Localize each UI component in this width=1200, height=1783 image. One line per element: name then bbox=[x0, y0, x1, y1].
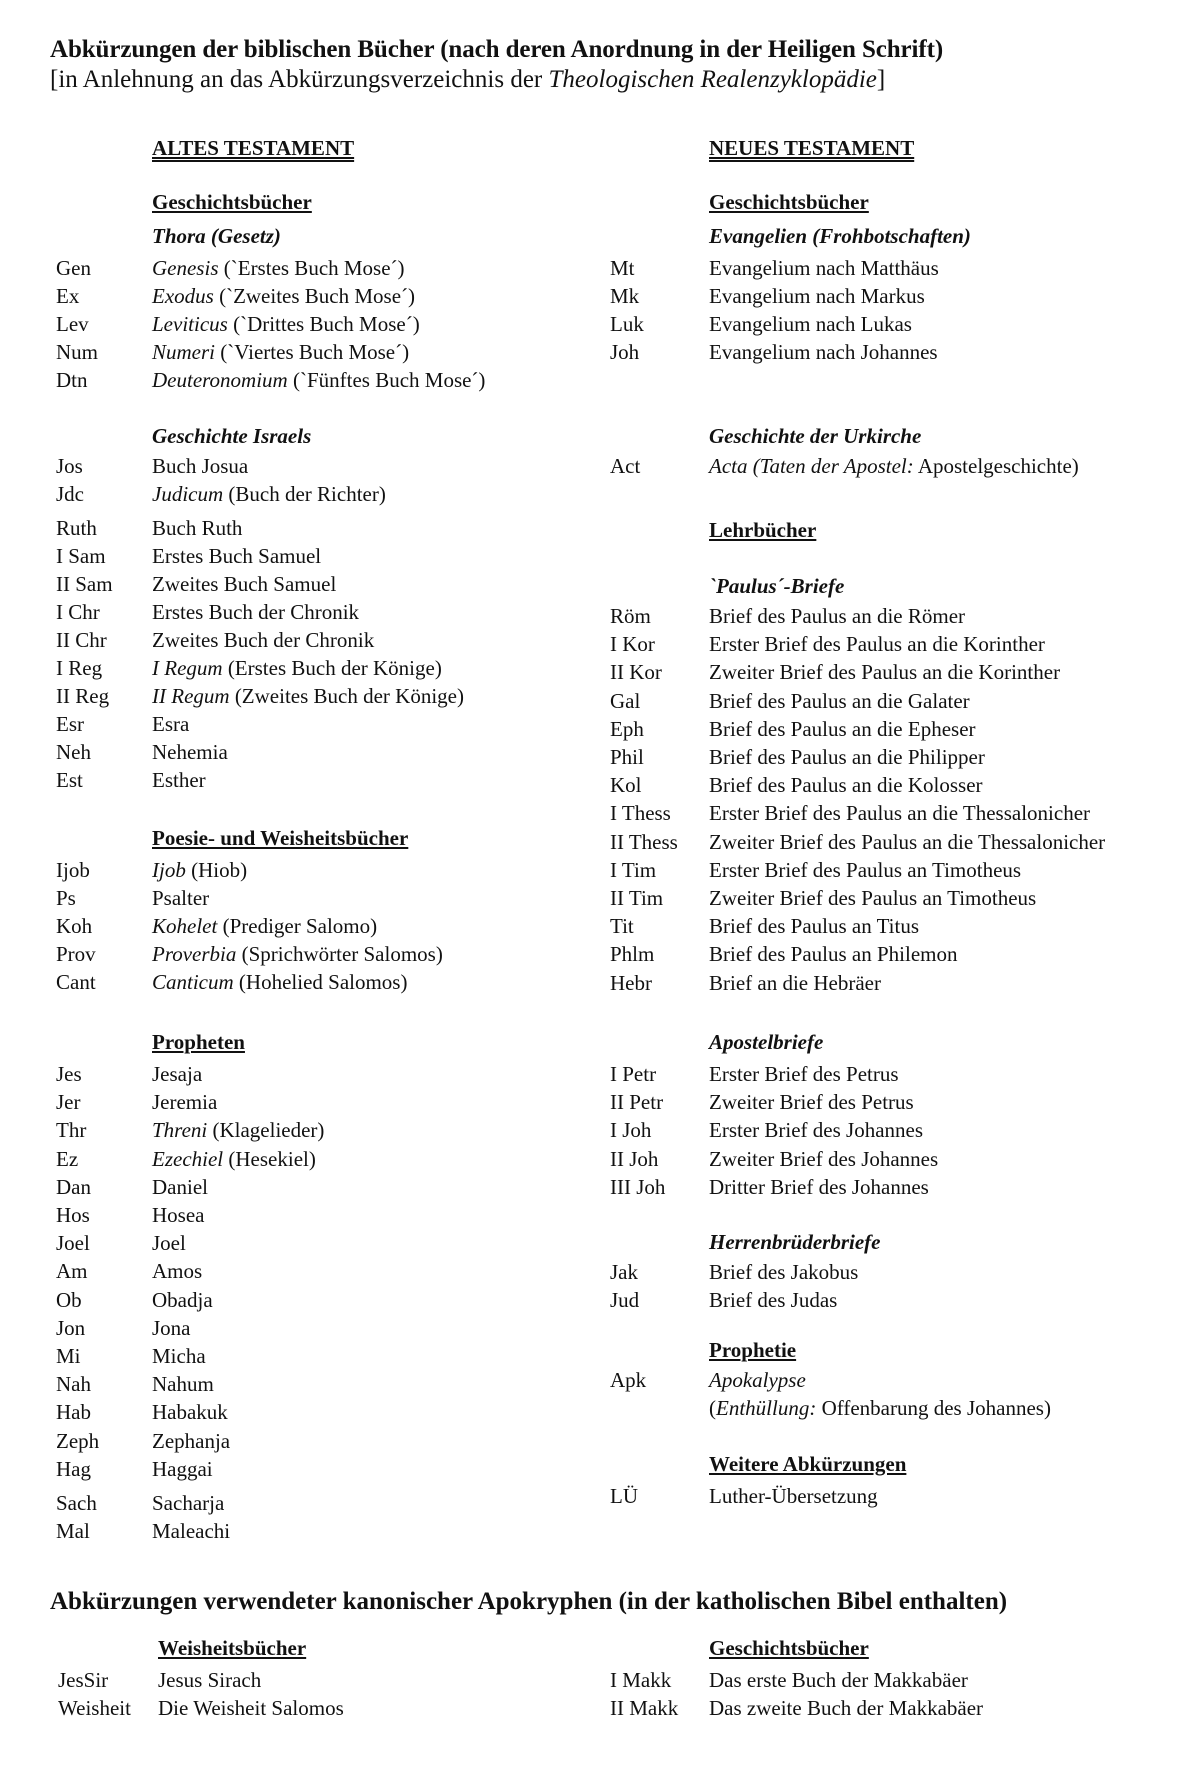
book-name-german: Esra bbox=[152, 712, 190, 736]
subsection-heading: `Paulus´-Briefe bbox=[709, 574, 845, 598]
book-name bbox=[152, 1201, 204, 1229]
book-name-german: Brief des Paulus an die Galater bbox=[709, 689, 970, 713]
book-name bbox=[152, 1489, 224, 1517]
book-name-german: Daniel bbox=[152, 1175, 208, 1199]
abbreviation: Est bbox=[56, 768, 83, 792]
book-name-german: ( bbox=[709, 1396, 716, 1420]
section-heading: Propheten bbox=[152, 1030, 245, 1054]
section-heading: Weitere Abkürzungen bbox=[709, 1452, 907, 1476]
abbreviation: I Tim bbox=[610, 858, 657, 882]
book-name-german: Brief des Paulus an die Philipper bbox=[709, 745, 985, 769]
book-name bbox=[152, 1088, 217, 1116]
book-name bbox=[709, 658, 1060, 686]
book-name bbox=[152, 1257, 202, 1285]
book-name-latin: Apokalypse bbox=[709, 1368, 806, 1392]
book-name bbox=[709, 687, 970, 715]
book-name bbox=[152, 1173, 208, 1201]
abbreviation: Hebr bbox=[610, 971, 652, 995]
section-heading: Prophetie bbox=[709, 1338, 797, 1362]
book-name-german: (`Zweites Buch Mose´) bbox=[213, 284, 416, 308]
book-name-german: Zweites Buch der Chronik bbox=[152, 628, 375, 652]
book-name bbox=[152, 654, 442, 682]
section-heading: Weisheitsbücher bbox=[158, 1636, 307, 1660]
book-name-german: Esther bbox=[152, 768, 206, 792]
book-name bbox=[709, 630, 1045, 658]
book-name bbox=[709, 856, 1021, 884]
book-name bbox=[152, 1229, 186, 1257]
book-name-german: Evangelium nach Lukas bbox=[709, 312, 912, 336]
abbreviation: Lev bbox=[56, 312, 89, 336]
book-name-german: Maleachi bbox=[152, 1519, 231, 1543]
book-name bbox=[709, 771, 983, 799]
book-name bbox=[152, 366, 485, 394]
book-name bbox=[709, 1394, 1051, 1422]
abbreviation: Act bbox=[610, 454, 641, 478]
book-name-latin: Leviticus bbox=[152, 312, 228, 336]
book-name-latin: Acta (Taten der Apostel: bbox=[709, 454, 914, 478]
book-name bbox=[709, 743, 985, 771]
book-name bbox=[158, 1694, 344, 1722]
book-name bbox=[152, 598, 359, 626]
book-name-latin: II Regum bbox=[152, 684, 230, 708]
book-name bbox=[152, 570, 336, 598]
abbreviation: Hag bbox=[56, 1457, 91, 1481]
book-name bbox=[709, 969, 881, 997]
abbreviation: Eph bbox=[610, 717, 644, 741]
abbreviation: Dan bbox=[56, 1175, 91, 1199]
abbreviation: I Sam bbox=[56, 544, 106, 568]
section-heading: Geschichtsbücher bbox=[709, 190, 869, 214]
book-name bbox=[152, 1116, 324, 1144]
abbreviation: II Makk bbox=[610, 1696, 679, 1720]
book-name-german: Joel bbox=[152, 1231, 186, 1255]
abbreviation: III Joh bbox=[610, 1175, 666, 1199]
abbreviation: I Thess bbox=[610, 801, 671, 825]
book-name-german: Erstes Buch der Chronik bbox=[152, 600, 360, 624]
book-name-german: Erster Brief des Paulus an Timotheus bbox=[709, 858, 1022, 882]
book-name bbox=[709, 828, 1105, 856]
abbreviation: Ez bbox=[56, 1147, 79, 1171]
book-name-latin: Proverbia bbox=[152, 942, 237, 966]
section-heading: Lehrbücher bbox=[709, 518, 817, 542]
abbreviation: Esr bbox=[56, 712, 84, 736]
book-name bbox=[709, 1088, 914, 1116]
book-name-german: Zweiter Brief des Paulus an die Korinther bbox=[709, 660, 1061, 684]
abbreviation: Koh bbox=[56, 914, 93, 938]
abbreviation: Tit bbox=[610, 914, 634, 938]
book-name-german: Erster Brief des Petrus bbox=[709, 1062, 899, 1086]
abbreviation: II Sam bbox=[56, 572, 113, 596]
book-name bbox=[152, 1370, 214, 1398]
book-name bbox=[152, 254, 405, 282]
book-name bbox=[152, 626, 374, 654]
book-name-german: Luther-Übersetzung bbox=[709, 1484, 878, 1508]
book-name-latin: Threni bbox=[152, 1118, 208, 1142]
abbreviation: I Makk bbox=[610, 1668, 672, 1692]
abbreviation: II Kor bbox=[610, 660, 662, 684]
apocrypha-title: Abkürzungen verwendeter kanonischer Apokryphen (in der katholischen Bibel enthalten) bbox=[50, 1588, 1008, 1615]
book-name bbox=[709, 1666, 968, 1694]
book-name-german: Brief des Jakobus bbox=[709, 1260, 859, 1284]
book-name-german: Zweiter Brief des Paulus an die Thessalonicher bbox=[709, 830, 1106, 854]
book-name-german: Obadja bbox=[152, 1288, 213, 1312]
abbreviation: Jon bbox=[56, 1316, 86, 1340]
book-name-latin: Genesis bbox=[152, 256, 219, 280]
abbreviation: Jdc bbox=[56, 482, 84, 506]
abbreviation: Joel bbox=[56, 1231, 90, 1255]
section-heading: Geschichtsbücher bbox=[709, 1636, 869, 1660]
subsection-heading: Evangelien (Frohbotschaften) bbox=[709, 224, 971, 248]
book-name bbox=[152, 912, 377, 940]
abbreviation: Weisheit bbox=[58, 1696, 131, 1720]
abbreviation: Zeph bbox=[56, 1429, 100, 1453]
book-name-latin: Canticum bbox=[152, 970, 234, 994]
book-name-latin: Deuteronomium bbox=[152, 368, 288, 392]
book-name-german: Jesus Sirach bbox=[158, 1668, 262, 1692]
subsection-heading: Geschichte der Urkirche bbox=[709, 424, 922, 448]
book-name bbox=[709, 1173, 929, 1201]
testament-heading-old: ALTES TESTAMENT bbox=[152, 136, 355, 160]
book-name-german: Jeremia bbox=[152, 1090, 218, 1114]
book-name-german: Erster Brief des Paulus an die Korinther bbox=[709, 632, 1045, 656]
book-name bbox=[152, 338, 409, 366]
abbreviation: Jer bbox=[56, 1090, 81, 1114]
book-name-german: Brief des Paulus an die Epheser bbox=[709, 717, 976, 741]
abbreviation: Thr bbox=[56, 1118, 87, 1142]
book-name-german: Psalter bbox=[152, 886, 210, 910]
abbreviation: I Chr bbox=[56, 600, 100, 624]
book-name-german: Erstes Buch Samuel bbox=[152, 544, 322, 568]
book-name bbox=[709, 1060, 899, 1088]
book-name bbox=[152, 968, 407, 996]
book-name-latin: Ijob bbox=[152, 858, 186, 882]
book-name-german: Buch Ruth bbox=[152, 516, 243, 540]
book-name-german: Jona bbox=[152, 1316, 191, 1340]
book-name-german: Brief des Paulus an Philemon bbox=[709, 942, 958, 966]
book-name-german: Das zweite Buch der Makkabäer bbox=[709, 1696, 984, 1720]
abbreviation: Röm bbox=[610, 604, 651, 628]
book-name-german: Evangelium nach Markus bbox=[709, 284, 925, 308]
book-name bbox=[709, 602, 965, 630]
abbreviation: Am bbox=[56, 1259, 88, 1283]
book-name-german: Zweiter Brief des Petrus bbox=[709, 1090, 914, 1114]
book-name bbox=[152, 856, 247, 884]
abbreviation: Cant bbox=[56, 970, 96, 994]
abbreviation: Num bbox=[56, 340, 98, 364]
abbreviation: Joh bbox=[610, 340, 640, 364]
abbreviation: Ob bbox=[56, 1288, 82, 1312]
abbreviation: Sach bbox=[56, 1491, 97, 1515]
book-name-german: Evangelium nach Matthäus bbox=[709, 256, 939, 280]
book-name bbox=[709, 940, 957, 968]
book-name bbox=[152, 884, 209, 912]
book-name bbox=[709, 1258, 858, 1286]
book-name-german: Erster Brief des Johannes bbox=[709, 1118, 924, 1142]
book-name bbox=[152, 1286, 213, 1314]
book-name bbox=[152, 480, 386, 508]
book-name bbox=[709, 1694, 983, 1722]
book-name bbox=[709, 254, 939, 282]
abbreviation: Dtn bbox=[56, 368, 88, 392]
abbreviation: II Petr bbox=[610, 1090, 664, 1114]
abbreviation: Gen bbox=[56, 256, 91, 280]
book-name-german: Hosea bbox=[152, 1203, 205, 1227]
book-name-german: (Sprichwörter Salomos) bbox=[236, 942, 443, 966]
book-name-german: Das erste Buch der Makkabäer bbox=[709, 1668, 968, 1692]
abbreviation: II Tim bbox=[610, 886, 664, 910]
book-name-german: (`Drittes Buch Mose´) bbox=[227, 312, 420, 336]
book-name-german: Zweites Buch Samuel bbox=[152, 572, 337, 596]
book-name-german: Zephanja bbox=[152, 1429, 231, 1453]
abbreviation: I Reg bbox=[56, 656, 103, 680]
book-name-german: Sacharja bbox=[152, 1491, 225, 1515]
book-name bbox=[709, 452, 1079, 480]
book-name-german: Brief des Paulus an Titus bbox=[709, 914, 920, 938]
abbreviation: LÜ bbox=[610, 1484, 638, 1508]
book-name bbox=[152, 710, 189, 738]
abbreviation: Jak bbox=[610, 1260, 638, 1284]
book-name-german: Zweiter Brief des Johannes bbox=[709, 1147, 939, 1171]
book-name bbox=[152, 738, 228, 766]
book-name-german: Die Weisheit Salomos bbox=[158, 1696, 344, 1720]
book-name-german: (`Fünftes Buch Mose´) bbox=[287, 368, 486, 392]
book-name-german: (Erstes Buch der Könige) bbox=[222, 656, 442, 680]
book-name bbox=[152, 452, 248, 480]
book-name-latin: I Regum bbox=[152, 656, 223, 680]
subtitle-prefix: [in Anlehnung an das Abkürzungsverzeichnis der bbox=[50, 66, 549, 93]
abbreviation: JesSir bbox=[58, 1668, 109, 1692]
book-name-german: Amos bbox=[152, 1259, 203, 1283]
abbreviation: Hab bbox=[56, 1400, 91, 1424]
abbreviation: Ijob bbox=[56, 858, 90, 882]
document-subtitle bbox=[50, 66, 885, 94]
subsection-heading: Apostelbriefe bbox=[709, 1030, 824, 1054]
subsection-heading: Herrenbrüderbriefe bbox=[709, 1230, 881, 1254]
book-name bbox=[152, 1314, 191, 1342]
book-name-german: Micha bbox=[152, 1344, 206, 1368]
abbreviation: Jud bbox=[610, 1288, 640, 1312]
abbreviation: Ps bbox=[56, 886, 76, 910]
book-name bbox=[152, 1455, 213, 1483]
book-name-german: (Klagelieder) bbox=[207, 1118, 325, 1142]
book-name-german: Nehemia bbox=[152, 740, 228, 764]
book-name-latin: Kohelet bbox=[152, 914, 218, 938]
book-name bbox=[152, 940, 443, 968]
book-name-german: Apostelgeschichte) bbox=[913, 454, 1079, 478]
abbreviation: Mi bbox=[56, 1344, 81, 1368]
abbreviation: II Chr bbox=[56, 628, 107, 652]
book-name-german: Dritter Brief des Johannes bbox=[709, 1175, 929, 1199]
abbreviation: I Joh bbox=[610, 1118, 652, 1142]
book-name bbox=[152, 514, 242, 542]
book-name-german: Brief des Paulus an die Römer bbox=[709, 604, 966, 628]
book-name bbox=[152, 682, 464, 710]
book-name bbox=[152, 1145, 316, 1173]
book-name-german: Brief an die Hebräer bbox=[709, 971, 881, 995]
book-name-german: (Zweites Buch der Könige) bbox=[229, 684, 464, 708]
book-name-german: Habakuk bbox=[152, 1400, 228, 1424]
subtitle-italic: Theologischen Realenzyklopädie bbox=[548, 66, 877, 93]
document-title: Abkürzungen der biblischen Bücher (nach deren Anordnung in der Heiligen Schrift) bbox=[50, 36, 944, 63]
book-name bbox=[152, 1427, 230, 1455]
abbreviation: Apk bbox=[610, 1368, 647, 1392]
book-name-german: (`Viertes Buch Mose´) bbox=[215, 340, 410, 364]
book-name bbox=[709, 799, 1090, 827]
abbreviation: Mal bbox=[56, 1519, 90, 1543]
abbreviation: Gal bbox=[610, 689, 641, 713]
book-name bbox=[709, 884, 1036, 912]
abbreviation: Hos bbox=[56, 1203, 90, 1227]
book-name-german: Erster Brief des Paulus an die Thessalonicher bbox=[709, 801, 1091, 825]
book-name-latin: Numeri bbox=[152, 340, 215, 364]
abbreviation: Prov bbox=[56, 942, 96, 966]
abbreviation: II Thess bbox=[610, 830, 678, 854]
book-name bbox=[152, 310, 420, 338]
book-name-latin: Exodus bbox=[152, 284, 214, 308]
book-name bbox=[152, 1342, 206, 1370]
book-name bbox=[709, 912, 919, 940]
book-name bbox=[152, 282, 415, 310]
abbreviation: Luk bbox=[610, 312, 644, 336]
abbreviation: Jos bbox=[56, 454, 83, 478]
abbreviation: Mk bbox=[610, 284, 640, 308]
book-name-german: (Hohelied Salomos) bbox=[233, 970, 408, 994]
book-name-german: Zweiter Brief des Paulus an Timotheus bbox=[709, 886, 1037, 910]
book-name bbox=[709, 1366, 806, 1394]
testament-heading-new: NEUES TESTAMENT bbox=[709, 136, 915, 160]
subsection-heading: Thora (Gesetz) bbox=[152, 224, 281, 248]
book-name-german: Brief des Paulus an die Kolosser bbox=[709, 773, 983, 797]
abbreviation: Mt bbox=[610, 256, 635, 280]
subtitle-suffix: ] bbox=[876, 66, 886, 93]
book-name-german: (Buch der Richter) bbox=[223, 482, 386, 506]
book-name bbox=[709, 715, 976, 743]
abbreviation: Jes bbox=[56, 1062, 82, 1086]
book-name-german: Buch Josua bbox=[152, 454, 249, 478]
book-name bbox=[158, 1666, 261, 1694]
abbreviation: II Reg bbox=[56, 684, 110, 708]
book-name bbox=[709, 1286, 837, 1314]
book-name bbox=[709, 338, 938, 366]
book-name-german: Evangelium nach Johannes bbox=[709, 340, 938, 364]
abbreviation: Phil bbox=[610, 745, 644, 769]
book-name-latin: Judicum bbox=[152, 482, 224, 506]
book-name-german: Jesaja bbox=[152, 1062, 203, 1086]
book-name bbox=[709, 1145, 938, 1173]
book-name bbox=[152, 542, 321, 570]
section-heading: Poesie- und Weisheitsbücher bbox=[152, 826, 409, 850]
book-name-german: Nahum bbox=[152, 1372, 214, 1396]
abbreviation: Kol bbox=[610, 773, 642, 797]
book-name-german: (Hiob) bbox=[185, 858, 248, 882]
book-name-latin: Ezechiel bbox=[152, 1147, 224, 1171]
abbreviation: I Kor bbox=[610, 632, 655, 656]
abbreviation: I Petr bbox=[610, 1062, 657, 1086]
book-name bbox=[152, 1517, 230, 1545]
abbreviation: Neh bbox=[56, 740, 91, 764]
book-name-german: Haggai bbox=[152, 1457, 213, 1481]
book-name-german: Offenbarung des Johannes) bbox=[816, 1396, 1051, 1420]
book-name bbox=[152, 1398, 228, 1426]
book-name-german: (Hesekiel) bbox=[223, 1147, 316, 1171]
abbreviation: Phlm bbox=[610, 942, 655, 966]
abbreviation: Nah bbox=[56, 1372, 91, 1396]
book-name bbox=[152, 1060, 202, 1088]
subsection-heading: Geschichte Israels bbox=[152, 424, 312, 448]
book-name-latin: Enthüllung: bbox=[716, 1396, 817, 1420]
book-name bbox=[709, 1116, 923, 1144]
book-name bbox=[709, 310, 912, 338]
book-name bbox=[709, 282, 925, 310]
abbreviation: Ex bbox=[56, 284, 80, 308]
book-name bbox=[709, 1482, 878, 1510]
book-name bbox=[152, 766, 206, 794]
book-name-german: (`Erstes Buch Mose´) bbox=[218, 256, 405, 280]
abbreviation: Ruth bbox=[56, 516, 97, 540]
abbreviation: II Joh bbox=[610, 1147, 659, 1171]
book-name-german: (Prediger Salomo) bbox=[217, 914, 378, 938]
book-name-german: Brief des Judas bbox=[709, 1288, 838, 1312]
section-heading: Geschichtsbücher bbox=[152, 190, 312, 214]
